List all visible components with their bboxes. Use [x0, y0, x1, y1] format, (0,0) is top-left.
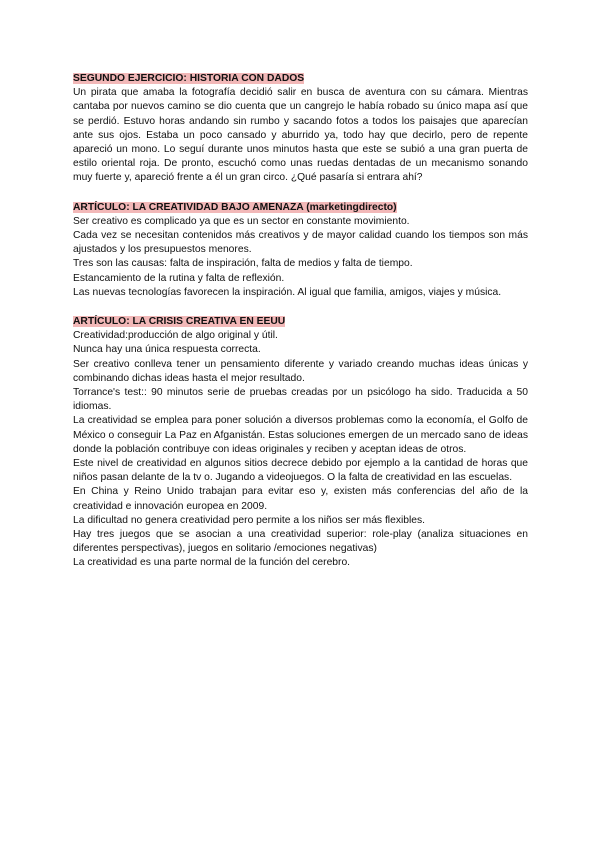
article-paragraph: Estancamiento de la rutina y falta de reflexión. [73, 272, 285, 284]
section-heading: ARTÍCULO: LA CREATIVIDAD BAJO AMENAZA (marketingdirecto) [73, 201, 397, 213]
section-crisis-creativa-eeuu [73, 315, 528, 571]
article-paragraph: La dificultad no genera creatividad pero permite a los niños ser más flexibles. [73, 514, 425, 526]
article-paragraph: Creatividad:producción de algo original y útil. [73, 330, 278, 342]
article-paragraph: Cada vez se necesitan contenidos más creativos y de mayor calidad cuando los tiempos son más ajustados y los presupuestos menores. [73, 230, 528, 256]
section-creatividad-bajo-amenaza [73, 201, 528, 300]
document-page [73, 72, 528, 571]
story-paragraph: Un pirata que amaba la fotografía decidió salir en busca de aventura con su cámara. Mientras cantaba por nuevos camino se dio cuenta que un cangrejo le había robado su único mapa así que se perdió. Estuvo horas andando sin rumbo y sacando fotos a todos los paisajes que aparecían ante sus ojos. Estaba un poco cansado y aburrido ya, todo hay que decirlo, pero de repente apareció un mono. Lo seguí durante unos minutos hasta que este se subió a una gran puerta de estilo oriental roja. De pronto, escuchó como unas ruedas dentadas de un mecanismo sonando muy fuerte y, apareció frente a él un gran circo. ¿Qué pasaría si entrara ahí? [73, 87, 528, 184]
article-paragraph: Torrance's test:: 90 minutos serie de pruebas creadas por un psicólogo ha sido. Traducida a 50 idiomas. [73, 387, 528, 413]
article-paragraph: Ser creativo es complicado ya que es un sector en constante movimiento. [73, 215, 410, 227]
article-paragraph: Hay tres juegos que se asocian a una creatividad superior: role-play (analiza situaciones en diferentes perspectivas), juegos en solitario /emociones negativas) [73, 529, 528, 555]
article-paragraph: Este nivel de creatividad en algunos sitios decrece debido por ejemplo a la cantidad de horas que niños pasan delante de la tv o. Jugando a videojuegos. O la falta de creatividad en las escuelas. [73, 458, 528, 484]
article-paragraph: Las nuevas tecnologías favorecen la inspiración. Al igual que familia, amigos, viajes y música. [73, 286, 502, 298]
article-paragraph: Tres son las causas: falta de inspiración, falta de medios y falta de tiempo. [73, 258, 413, 270]
article-paragraph: En China y Reino Unido trabajan para evitar eso y, existen más conferencias del año de la creatividad e innovación europea en 2009. [73, 486, 528, 512]
article-paragraph: La creatividad se emplea para poner solución a diversos problemas como la economía, el Golfo de México o conseguir La Paz en Afganistán. Estas soluciones emergen de un mercado sano de ideas donde la población contribuye con ideas originales y reciben y aceptan ideas de otros. [73, 415, 528, 455]
section-historia-con-dados [73, 72, 528, 186]
article-paragraph: La creatividad es una parte normal de la función del cerebro. [73, 557, 351, 569]
section-heading: ARTÍCULO: LA CRISIS CREATIVA EN EEUU [73, 316, 286, 328]
article-paragraph: Nunca hay una única respuesta correcta. [73, 344, 261, 356]
article-paragraph: Ser creativo conlleva tener un pensamiento diferente y variado creando muchas ideas únicas y combinando dichas ideas hasta el mejor resultado. [73, 358, 528, 384]
section-heading: SEGUNDO EJERCICIO: HISTORIA CON DADOS [73, 73, 305, 84]
